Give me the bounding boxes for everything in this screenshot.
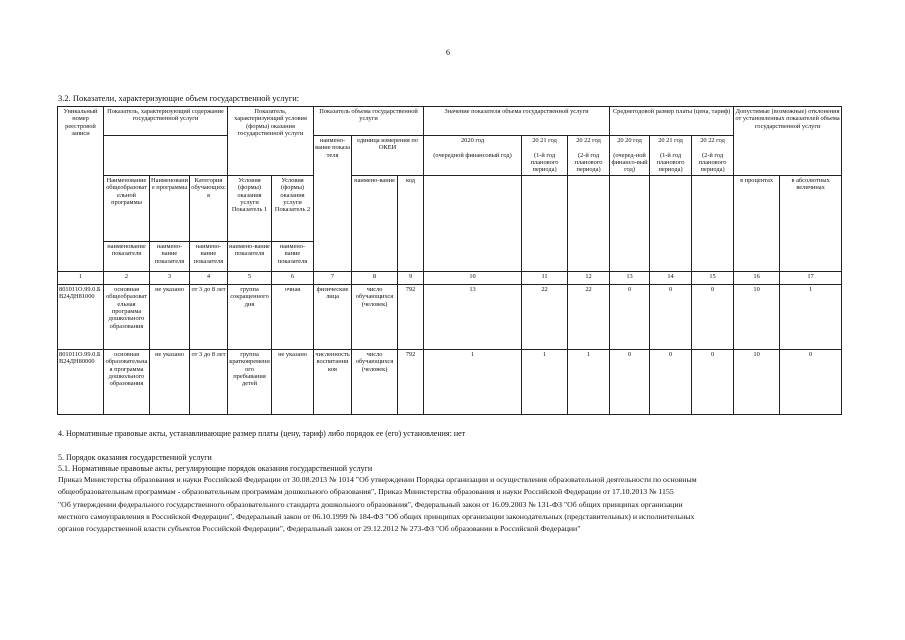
column-number: 15 (692, 271, 734, 284)
column-number: 5 (228, 271, 272, 284)
table-cell: физические лица (314, 284, 352, 349)
table-row (58, 349, 842, 414)
table-cell: 22 (568, 284, 610, 349)
column-number: 9 (398, 271, 424, 284)
table-cell: 0 (650, 284, 692, 349)
header-year-2022: 20 22 год (2-й год планового периода) (568, 136, 610, 176)
paragraph-5-1: 5.1. Нормативные правовые акты, регулирующие порядок оказания государственной услуги (58, 464, 373, 473)
table-cell: очная (272, 284, 314, 349)
table-cell: 801011О.99.0.БВ24ДН80000 (58, 349, 104, 414)
section-title: 3.2. Показатели, характеризующие объем государственной услуги: (58, 93, 300, 103)
table-cell: 13 (424, 284, 522, 349)
paragraph-5: 5. Порядок оказания государственной услуги (58, 453, 212, 462)
table-cell: число обучающихся (человек) (352, 349, 398, 414)
table-cell: не указано (272, 349, 314, 414)
header-year-2020: 2020 год (очередной финансовый год) (424, 136, 522, 176)
table-cell: 792 (398, 349, 424, 414)
header-indicator-name: наимено-вание показа теля (314, 136, 352, 272)
table-cell: 0 (692, 284, 734, 349)
table-cell: основная общеобразовательная программа дошкольного образования (104, 284, 150, 349)
header-sub-condition-2: Условия (формы) оказания услуги Показатель 2 (272, 175, 314, 241)
table-cell: 1 (568, 349, 610, 414)
header-name-3: наимено-вание показателя (190, 241, 228, 271)
column-number: 13 (610, 271, 650, 284)
table-cell: от 3 до 8 лет (190, 349, 228, 414)
header-allowed-deviation: Допустимые (возможные) отклонения от установленных показателей объема государственной услуги (734, 107, 842, 176)
header-price-2021: 20 21 год (1-й год планового периода) (650, 136, 692, 176)
header-year-2021: 20 21 год (1-й год планового периода) (522, 136, 568, 176)
column-numbers-row (58, 271, 842, 284)
header-percent: в процентах (734, 175, 780, 271)
table-cell: 0 (692, 349, 734, 414)
header-name-4: наимено-вание показателя (228, 241, 272, 271)
volume-table (57, 106, 842, 415)
header-name-5: наимено-вание показателя (272, 241, 314, 271)
column-number: 14 (650, 271, 692, 284)
header-name-1: наименование показателя (104, 241, 150, 271)
column-number: 1 (58, 271, 104, 284)
table-row (58, 284, 842, 349)
table-cell: не указано (150, 349, 190, 414)
header-content-indicator: Показатель, характеризующий содержание государственной услуги (104, 107, 228, 136)
table-cell: не указано (150, 284, 190, 349)
column-number: 2 (104, 271, 150, 284)
header-volume-indicator: Показатель объема государственной услуги (314, 107, 424, 136)
table-cell: 1 (522, 349, 568, 414)
table-cell: 1 (780, 284, 842, 349)
column-number: 8 (352, 271, 398, 284)
table-cell: 10 (734, 349, 780, 414)
table-cell: от 3 до 8 лет (190, 284, 228, 349)
paragraph-4: 4. Нормативные правовые акты, устанавливающие размер платы (цену, тариф) либо порядок ее (его) установления: нет (58, 429, 466, 438)
table-cell: основная образовательная программа дошкольного образования (104, 349, 150, 414)
header-absolute: в абсолютных величинах (780, 175, 842, 271)
header-average-price: Среднегодовой размер платы (цена, тариф) (610, 107, 734, 136)
header-price-2020: 20 20 год (очеред-ной финансо-вый год) (611, 137, 648, 174)
header-okei-code: код (398, 175, 424, 271)
header-sub-condition-1: Условия (формы) оказания услуги Показатель 1 (228, 175, 272, 241)
table-cell: группа кратковременного пребывания детей (228, 349, 272, 414)
column-number: 6 (272, 271, 314, 284)
table-cell: число обучающихся (человек) (352, 284, 398, 349)
header-conditions-indicator: Показатель, характеризующий условия (формы) оказания государственной услуги (228, 107, 314, 176)
table-cell: 10 (734, 284, 780, 349)
header-okei-name: наимено-вание (352, 175, 398, 271)
table-cell: группа сокращенного дня (228, 284, 272, 349)
header-name-2: наимено-вание показателя (150, 241, 190, 271)
column-number: 16 (734, 271, 780, 284)
table-cell: 0 (610, 284, 650, 349)
column-number: 10 (424, 271, 522, 284)
header-indicator-value: Значение показателя объема государственной услуги (424, 107, 610, 136)
header-sub-program-name: Наименование общеобразовательной программы (104, 175, 150, 241)
table-cell: 792 (398, 284, 424, 349)
table-cell: 0 (650, 349, 692, 414)
table-cell: 0 (610, 349, 650, 414)
column-number: 4 (190, 271, 228, 284)
table-cell: 0 (780, 349, 842, 414)
column-number: 3 (150, 271, 190, 284)
column-number: 12 (568, 271, 610, 284)
header-unique-number: Уникальный номер реестровой записи (58, 107, 104, 272)
column-number: 11 (522, 271, 568, 284)
table-cell: численность воспитанников (314, 349, 352, 414)
column-number: 7 (314, 271, 352, 284)
table-cell: 22 (522, 284, 568, 349)
page-number: 6 (446, 48, 450, 57)
table-cell: 1 (424, 349, 522, 414)
legal-acts-text: Приказ Министерства образования и науки Российской Федерации от 30.08.2013 № 1014 "Об утверждении Порядка организации и осуществления образовательной деятельности по основным общеобразовательным программам - образовательным программам дошкольного образования", Приказ Министерства образования и науки Российской Федерации от 17.10.2013 № 1155 "Об утверждении федерального государственного образовательного стандарта дошкольного образования", Федеральный закон от 16.09.2003 № 131-ФЗ "Об общих принципах организации местного самоуправления в Российской Федерации", Федеральный закон от 06.10.1999 № 184-ФЗ "Об общих принципах организации законодательных (представительных) и исполнительных органов государственной власти субъектов Российской Федерации", Федеральный закон от 29.12.2012 № 273-ФЗ "Об образовании в Российской Федерации" (58, 475, 697, 534)
header-okei-unit: единица измерения по ОКЕИ (352, 136, 424, 176)
column-number: 17 (780, 271, 842, 284)
header-sub-category: Категория обучающихся (190, 175, 228, 241)
header-price-2022: 20 22 год (2-й год планового периода) (692, 136, 734, 176)
header-sub-program: Наименование программы (150, 175, 190, 241)
table-cell: 801011О.99.0.БВ24ДН81000 (58, 284, 104, 349)
